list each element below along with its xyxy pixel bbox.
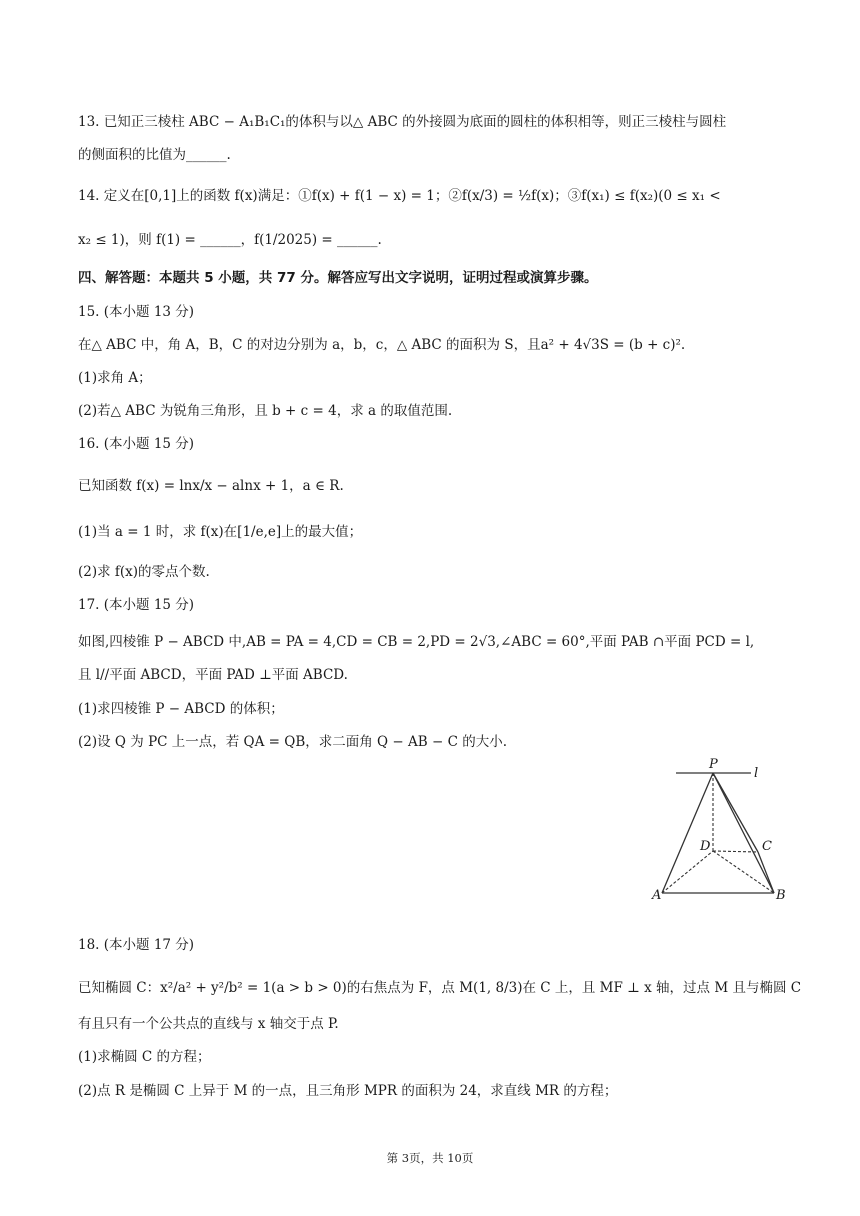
q17-header: 17. (本小题 15 分) [78, 597, 195, 613]
label-b: B [776, 888, 786, 903]
q13-line-1: 13. 已知正三棱柱 ABC − A₁B₁C₁的体积与以△ ABC 的外接圆为底面的圆柱的体积相等，则正三棱柱与圆柱 [78, 114, 727, 130]
edge-dc [713, 851, 758, 852]
edge-ad [662, 851, 713, 893]
edge-pa [662, 773, 713, 893]
q18-stem-2: 有且只有一个公共点的直线与 x 轴交于点 P. [78, 1016, 339, 1032]
edge-bc [758, 852, 774, 893]
pyramid-figure [648, 755, 798, 905]
edge-pb [713, 773, 774, 893]
q14-line-1: 14. 定义在[0,1]上的函数 f(x)满足：①f(x) + f(1 − x) = 1；②f(x/3) = ½f(x)；③f(x₁) ≤ f(x₂)(0 ≤ x₁ < [78, 188, 721, 204]
q15-part-1: (1)求角 A； [78, 370, 152, 386]
edge-db [713, 851, 774, 893]
q16-header: 16. (本小题 15 分) [78, 436, 195, 452]
q18-part-1: (1)求椭圆 C 的方程； [78, 1049, 211, 1065]
label-d: D [700, 839, 711, 854]
label-c: C [762, 839, 772, 854]
edge-pc [713, 773, 758, 852]
page-footer: 第 3页，共 10页 [386, 1151, 474, 1165]
q16-part-1: (1)当 a = 1 时，求 f(x)在[1/e,e]上的最大值； [78, 524, 363, 540]
q17-stem-1: 如图,四棱锥 P − ABCD 中,AB = PA = 4,CD = CB = 2,PD = 2√3,∠ABC = 60°,平面 PAB ∩平面 PCD = l, [78, 634, 755, 650]
q17-part-1: (1)求四棱锥 P − ABCD 的体积； [78, 701, 284, 717]
label-p: P [709, 757, 718, 772]
q17-part-2: (2)设 Q 为 PC 上一点，若 QA = QB，求二面角 Q − AB − C 的大小. [78, 734, 507, 750]
q18-stem-1: 已知椭圆 C：x²/a² + y²/b² = 1(a > b > 0)的右焦点为 F，点 M(1, 8/3)在 C 上，且 MF ⊥ x 轴，过点 M 且与椭圆 C [78, 980, 802, 996]
q15-part-2: (2)若△ ABC 为锐角三角形，且 b + c = 4，求 a 的取值范围. [78, 403, 453, 419]
q14-line-2: x₂ ≤ 1)，则 f(1) = ______，f(1/2025) = ______. [78, 232, 382, 248]
q18-header: 18. (本小题 17 分) [78, 937, 195, 953]
q18-part-2: (2)点 R 是椭圆 C 上异于 M 的一点，且三角形 MPR 的面积为 24，求直线 MR 的方程； [78, 1083, 618, 1099]
q15-header: 15. (本小题 13 分) [78, 304, 195, 320]
q16-stem: 已知函数 f(x) = lnx/x − alnx + 1，a ∈ R. [78, 478, 344, 494]
label-a: A [652, 888, 662, 903]
q16-part-2: (2)求 f(x)的零点个数. [78, 564, 210, 580]
label-l: l [754, 766, 759, 781]
q17-stem-2: 且 l//平面 ABCD，平面 PAD ⊥平面 ABCD. [78, 667, 348, 683]
section-heading: 四、解答题：本题共 5 小题，共 77 分。解答应写出文字说明，证明过程或演算步骤。 [78, 270, 598, 286]
q15-stem: 在△ ABC 中，角 A，B，C 的对边分别为 a，b，c，△ ABC 的面积为 S，且a² + 4√3S = (b + c)². [78, 337, 686, 353]
q13-line-2: 的侧面积的比值为______. [78, 147, 231, 163]
